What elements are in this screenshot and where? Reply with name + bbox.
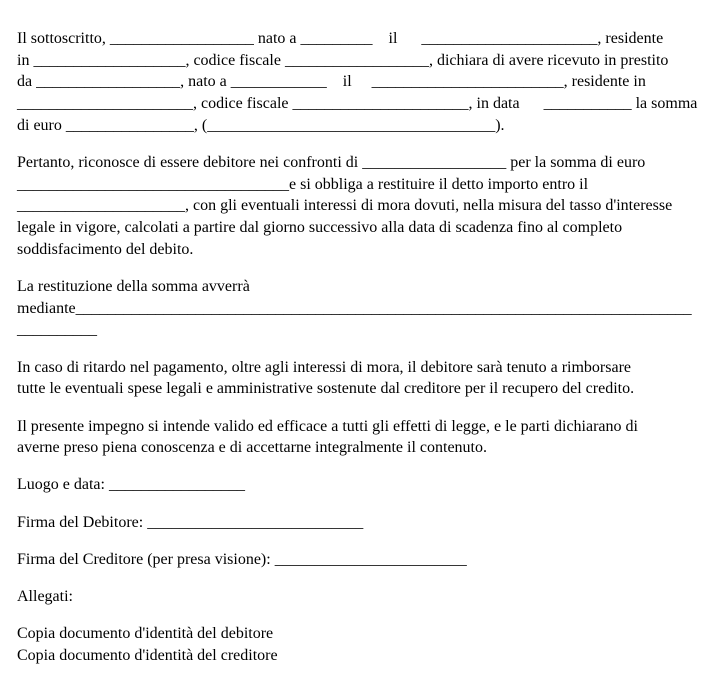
paragraph-validity-clause xyxy=(17,416,701,459)
debtor-signature-line: Firma del Debitore: ___________________________ xyxy=(17,513,364,531)
doc-line: in ___________________, codice fiscale __________________, dichiara di avere ricevuto in prestito xyxy=(17,51,669,69)
doc-line: averne preso piena conoscenza e di accettarne integralmente il contenuto. xyxy=(17,439,487,457)
paragraph-creditor-signature xyxy=(17,549,701,571)
paragraph-attachments-list xyxy=(17,623,701,666)
paragraph-attachments-heading xyxy=(17,586,701,608)
doc-line: da __________________, nato a ____________ il ________________________, residente in xyxy=(17,73,646,91)
doc-line: ______________________, codice fiscale ______________________, in data ___________ la somma xyxy=(17,95,698,113)
doc-line: _____________________, con gli eventuali interessi di mora dovuti, nella misura del tasso d'interesse xyxy=(17,197,673,215)
doc-line: Pertanto, riconosce di essere debitore nei confronti di __________________ per la somma di euro xyxy=(17,154,646,172)
paragraph-debtor-signature xyxy=(17,512,701,534)
doc-line: __________ xyxy=(17,321,97,339)
paragraph-place-and-date xyxy=(17,474,701,496)
attachment-item-line: Copia documento d'identità del debitore xyxy=(17,625,274,643)
attachment-item-line: Copia documento d'identità del creditore xyxy=(17,646,278,664)
creditor-signature-line: Firma del Creditore (per presa visione): ________________________ xyxy=(17,550,467,568)
doc-line: legale in vigore, calcolati a partire dal giorno successivo alla data di scadenza fino al completo xyxy=(17,219,623,237)
doc-line: Il sottoscritto, __________________ nato a _________ il ______________________, residente xyxy=(17,30,664,47)
doc-line: La restituzione della somma avverrà xyxy=(17,278,250,296)
doc-line: __________________________________e si obbliga a restituire il detto importo entro il xyxy=(17,175,589,193)
attachments-heading-line: Allegati: xyxy=(17,588,73,606)
doc-line: soddisfacimento del debito. xyxy=(17,240,194,258)
doc-line: tutte le eventuali spese legali e amministrative sostenute dal creditore per il recupero del credito. xyxy=(17,380,635,398)
paragraph-debt-acknowledgment xyxy=(17,152,701,261)
paragraph-late-payment-clause xyxy=(17,357,701,400)
doc-line: mediante_____________________________________________________________________________ xyxy=(17,299,692,317)
doc-line: di euro ________________, (____________________________________). xyxy=(17,116,505,134)
place-and-date-line: Luogo e data: _________________ xyxy=(17,476,245,494)
doc-line: In caso di ritardo nel pagamento, oltre agli interessi di mora, il debitore sarà tenuto a rimborsare xyxy=(17,358,632,376)
doc-line: Il presente impegno si intende valido ed efficace a tutti gli effetti di legge, e le parti dichiarano di xyxy=(17,417,638,435)
paragraph-borrower-declaration xyxy=(17,28,701,137)
paragraph-repayment-method xyxy=(17,276,701,341)
